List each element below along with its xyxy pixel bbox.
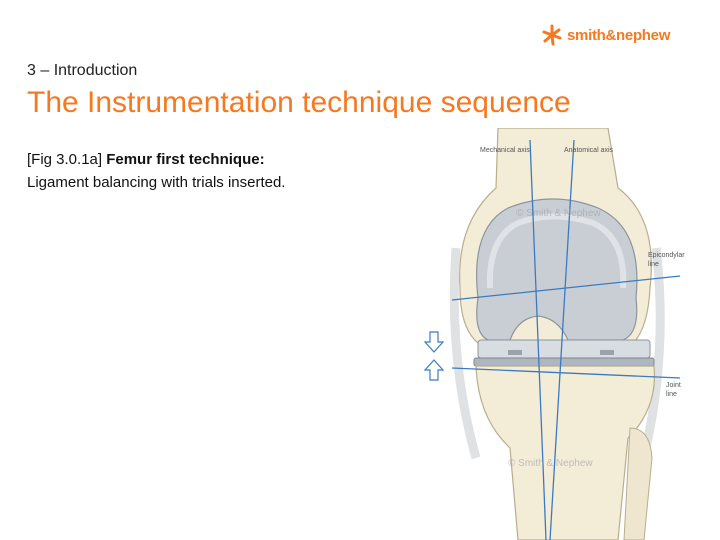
watermark-top: © Smith & Nephew: [516, 208, 601, 219]
arrow-down-icon: [425, 332, 443, 352]
label-mechanical-axis: Mechanical axis: [480, 147, 530, 154]
label-anatomical-axis: Anatomical axis: [564, 147, 614, 154]
fibula-bone: [624, 428, 652, 540]
section-heading: 3 – Introduction: [27, 62, 138, 79]
caption-heading: Femur first technique:: [106, 151, 265, 168]
tibial-insert: [478, 340, 650, 358]
knee-illustration: [418, 128, 720, 540]
label-joint-1: Joint: [666, 382, 681, 389]
watermark-bottom: © Smith & Nephew: [508, 458, 593, 469]
brand-name: smith&nephew: [567, 26, 671, 44]
arrow-up-icon: [425, 360, 443, 380]
figure-ref: [Fig 3.0.1a]: [27, 151, 103, 168]
brand-logo: [540, 22, 690, 48]
caption-text: Ligament balancing with trials inserted.: [27, 174, 286, 191]
label-epicondylar-2: line: [648, 261, 659, 268]
figure-caption: [27, 148, 447, 194]
label-joint-2: line: [666, 391, 677, 398]
label-epicondylar-1: Epicondylar: [648, 252, 685, 259]
starburst-logo-icon: [540, 23, 564, 47]
page-title: The Instrumentation technique sequence: [27, 86, 571, 119]
tibial-tray: [474, 358, 654, 366]
femoral-component: [477, 199, 637, 340]
